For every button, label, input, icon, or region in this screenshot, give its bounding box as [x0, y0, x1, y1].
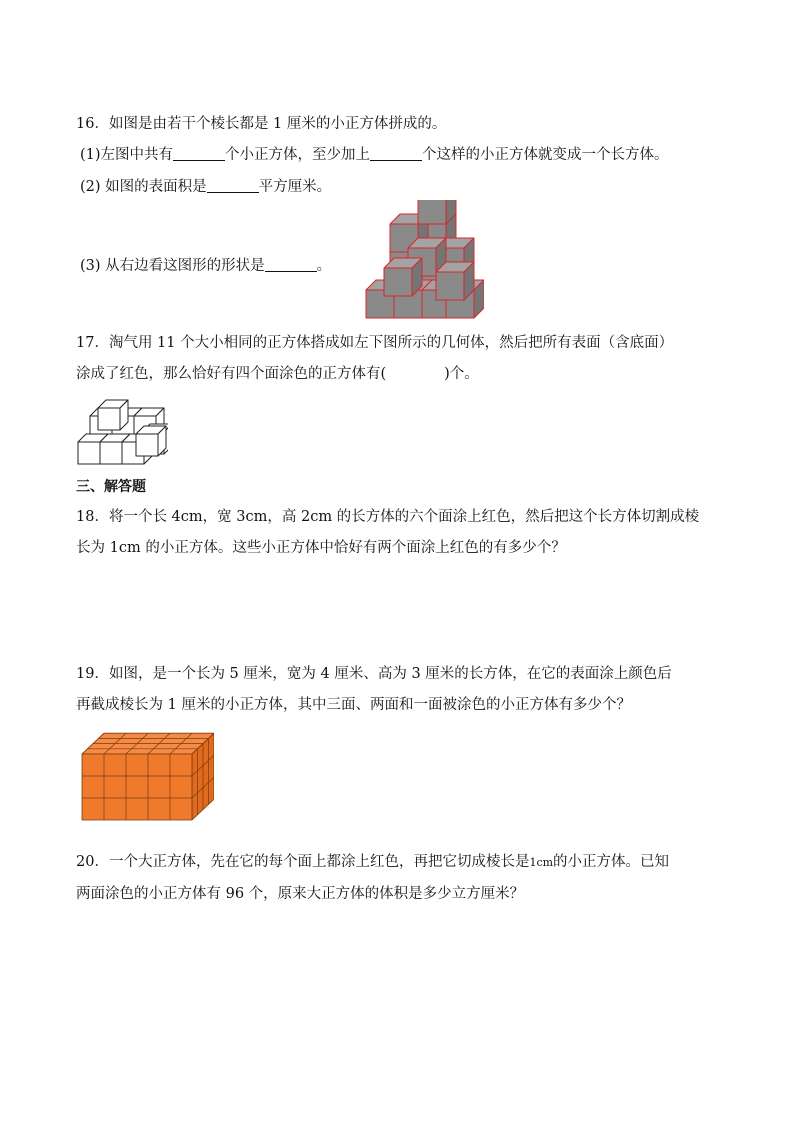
q20-line2: 两面涂色的小正方体有 96 个，原来大正方体的体积是多少立方厘米？ — [76, 886, 525, 902]
q20-unit: 1cm — [529, 856, 554, 869]
q16-part1-text-b: 个小正方体，至少加上 — [225, 147, 371, 163]
q18-line1: 18．将一个长 4cm，宽 3cm，高 2cm 的长方体的六个面涂上红色，然后把这个长方体切割成棱 — [76, 509, 700, 525]
q17-cube-8-front — [136, 434, 158, 456]
q16-stem: 16．如图是由若干个棱长都是 1 厘米的小正方体拼成的。 — [76, 116, 447, 132]
q16-part2-text-a: (2) 如图的表面积是 — [80, 179, 207, 195]
q17-cube-5-front — [78, 442, 100, 464]
q20-line1-text-a: 20．一个大正方体，先在它的每个面上都涂上红色，再把它切成棱长是 — [76, 854, 530, 870]
q16-cubes — [366, 200, 484, 318]
q16-blank-2[interactable] — [370, 146, 422, 161]
q20-line1-text-b: 的小正方体。已知 — [553, 854, 670, 870]
q16-part2-text-b: 平方厘米。 — [258, 179, 332, 195]
q16-part3-text-a: (3) 从右边看这图形的形状是 — [80, 258, 265, 274]
q16-part1 — [80, 145, 669, 165]
q16-cube-stack-figure — [360, 200, 484, 324]
q16-blank-3[interactable] — [207, 178, 259, 193]
q16-part3-text-b: 。 — [316, 258, 332, 274]
q16-cube-11-front — [384, 268, 412, 296]
q17-cubes — [78, 400, 168, 464]
q20-line1 — [76, 852, 669, 873]
q17-line1: 17．淘气用 11 个大小相同的正方体搭成如左下图所示的几何体，然后把所有表面（含底面） — [76, 335, 674, 351]
q16-part2 — [80, 177, 331, 197]
q17-cube-figure — [76, 394, 168, 466]
q19-cuboid-figure — [80, 730, 214, 824]
q18-line2: 长为 1cm 的小正方体。这些小正方体中恰好有两个面涂上红色的有多少个？ — [76, 540, 566, 556]
q19-line1: 19．如图，是一个长为 5 厘米，宽为 4 厘米、高为 3 厘米的长方体，在它的表面涂上颜色后 — [76, 666, 672, 682]
section-3-title: 三、解答题 — [76, 479, 146, 495]
q16-part1-text-a: (1)左图中共有 — [80, 147, 174, 163]
q17-cube-6-front — [100, 442, 122, 464]
q16-part1-text-c: 个这样的小正方体就变成一个长方体。 — [422, 147, 669, 163]
q16-cube-12-front — [436, 272, 464, 300]
q16-part3 — [80, 256, 331, 276]
q17-cube-2-front — [98, 408, 120, 430]
q16-blank-4[interactable] — [265, 257, 317, 272]
q16-cube-4-front — [418, 200, 446, 224]
q16-blank-1[interactable] — [173, 146, 225, 161]
q19-line2: 再截成棱长为 1 厘米的小正方体，其中三面、两面和一面被涂色的小正方体有多少个？ — [76, 697, 631, 713]
q17-line2: 涂成了红色，那么恰好有四个面涂色的正方体有( )个。 — [76, 366, 479, 382]
q19-cuboid — [82, 733, 214, 820]
q19-front-face — [82, 754, 192, 820]
